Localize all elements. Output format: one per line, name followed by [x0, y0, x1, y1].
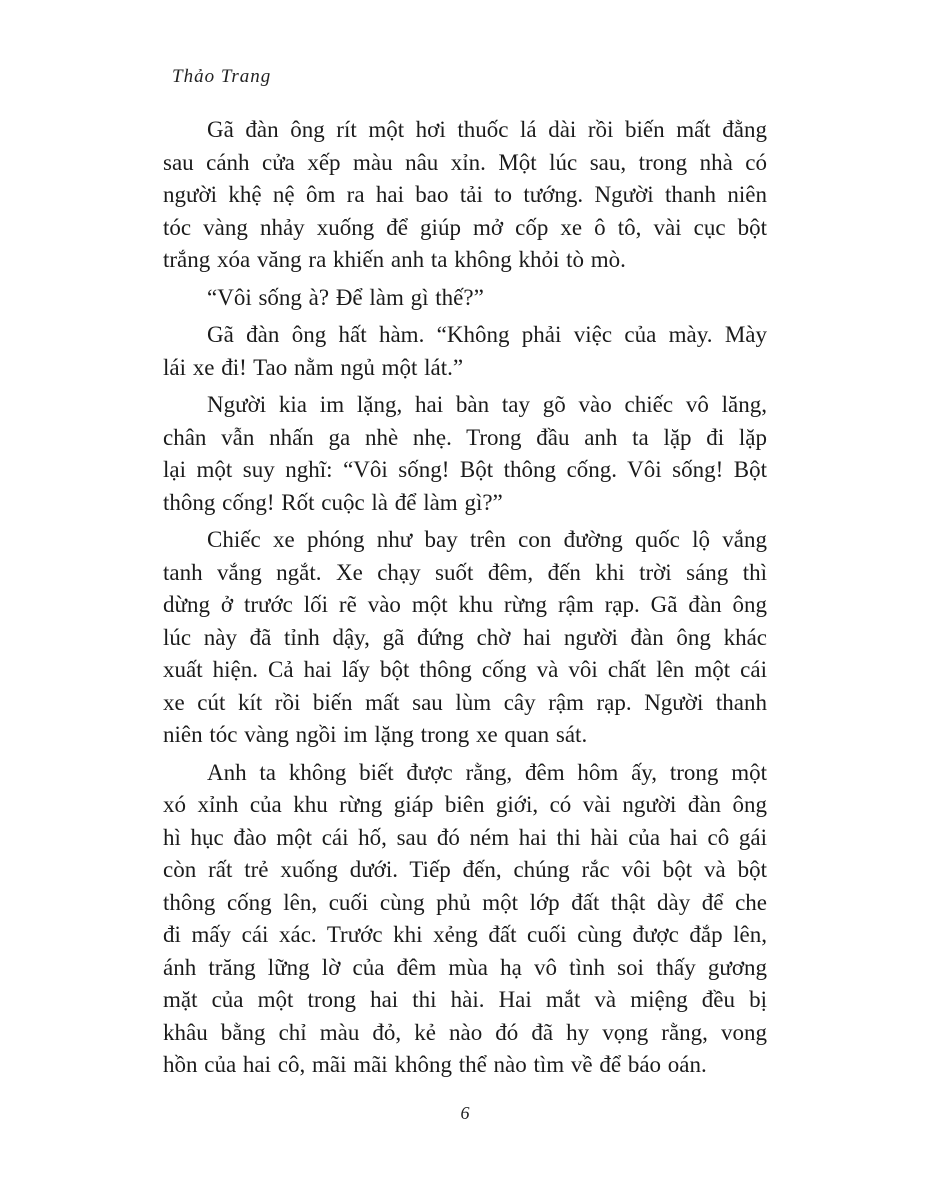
text-line: Gã đàn ông rít một hơi thuốc lá dài rồi biến mất đằng	[207, 117, 767, 142]
text-line: “Vôi sống à? Để làm gì thế?”	[207, 284, 484, 310]
text-line: dừng ở trước lối rẽ vào một khu rừng rậm rạp. Gã đàn ông	[163, 592, 767, 617]
paragraph	[163, 319, 767, 384]
text-line: Chiếc xe phóng như bay trên con đường quốc lộ vắng	[207, 527, 767, 552]
text-line: lái xe đi! Tao nằm ngủ một lát.”	[163, 354, 464, 380]
text-line: mặt của một trong hai thi hài. Hai mắt và miệng đều bị	[163, 987, 767, 1012]
paragraph	[163, 389, 767, 519]
text-line: lại một suy nghĩ: “Vôi sống! Bột thông cống. Vôi sống! Bột	[163, 457, 767, 482]
text-line: xó xỉnh của khu rừng giáp biên giới, có vài người đàn ông	[163, 792, 767, 817]
text-line: sau cánh cửa xếp màu nâu xỉn. Một lúc sau, trong nhà có	[163, 149, 767, 175]
text-line: thông cống lên, cuối cùng phủ một lớp đất thật dày để che	[163, 889, 767, 915]
book-page	[163, 0, 767, 1200]
text-body	[163, 114, 767, 1087]
text-line: chân vẫn nhấn ga nhè nhẹ. Trong đầu anh ta lặp đi lặp	[163, 424, 767, 450]
text-line: Người kia im lặng, hai bàn tay gõ vào chiếc vô lăng,	[207, 392, 767, 417]
text-line: tanh vắng ngắt. Xe chạy suốt đêm, đến khi trời sáng thì	[163, 559, 767, 585]
text-line: hì hục đào một cái hố, sau đó ném hai thi hài của hai cô gái	[163, 824, 767, 850]
text-line: Gã đàn ông hất hàm. “Không phải việc của mày. Mày	[207, 322, 767, 347]
text-line: hồn của hai cô, mãi mãi không thể nào tìm về để báo oán.	[163, 1052, 707, 1077]
text-line: tóc vàng nhảy xuống để giúp mở cốp xe ô tô, vài cục bột	[163, 214, 767, 240]
text-line: xuất hiện. Cả hai lấy bột thông cống và vôi chất lên một cái	[163, 657, 767, 682]
text-line: khâu bằng chỉ màu đỏ, kẻ nào đó đã hy vọng rằng, vong	[163, 1019, 767, 1045]
paragraph	[163, 524, 767, 752]
text-line: người khệ nệ ôm ra hai bao tải to tướng. Người thanh niên	[163, 182, 767, 207]
text-line: còn rất trẻ xuống dưới. Tiếp đến, chúng rắc vôi bột và bột	[163, 857, 767, 882]
text-line: lúc này đã tỉnh dậy, gã đứng chờ hai người đàn ông khác	[163, 624, 767, 650]
paragraph	[163, 114, 767, 277]
paragraph	[163, 757, 767, 1082]
running-header-author: Thảo Trang	[172, 66, 272, 87]
text-line: thông cống! Rốt cuộc là để làm gì?”	[163, 489, 503, 515]
text-line: xe cút kít rồi biến mất sau lùm cây rậm rạp. Người thanh	[163, 689, 767, 715]
paragraph	[163, 282, 767, 315]
text-line: Anh ta không biết được rằng, đêm hôm ấy, trong một	[207, 759, 767, 785]
page-number: 6	[460, 1103, 470, 1123]
text-line: trắng xóa văng ra khiến anh ta không khỏi tò mò.	[163, 247, 626, 272]
text-line: ánh trăng lững lờ của đêm mùa hạ vô tình soi thấy gương	[163, 954, 767, 980]
text-line: niên tóc vàng ngồi im lặng trong xe quan sát.	[163, 722, 588, 747]
text-line: đi mấy cái xác. Trước khi xẻng đất cuối cùng được đắp lên,	[163, 922, 767, 947]
